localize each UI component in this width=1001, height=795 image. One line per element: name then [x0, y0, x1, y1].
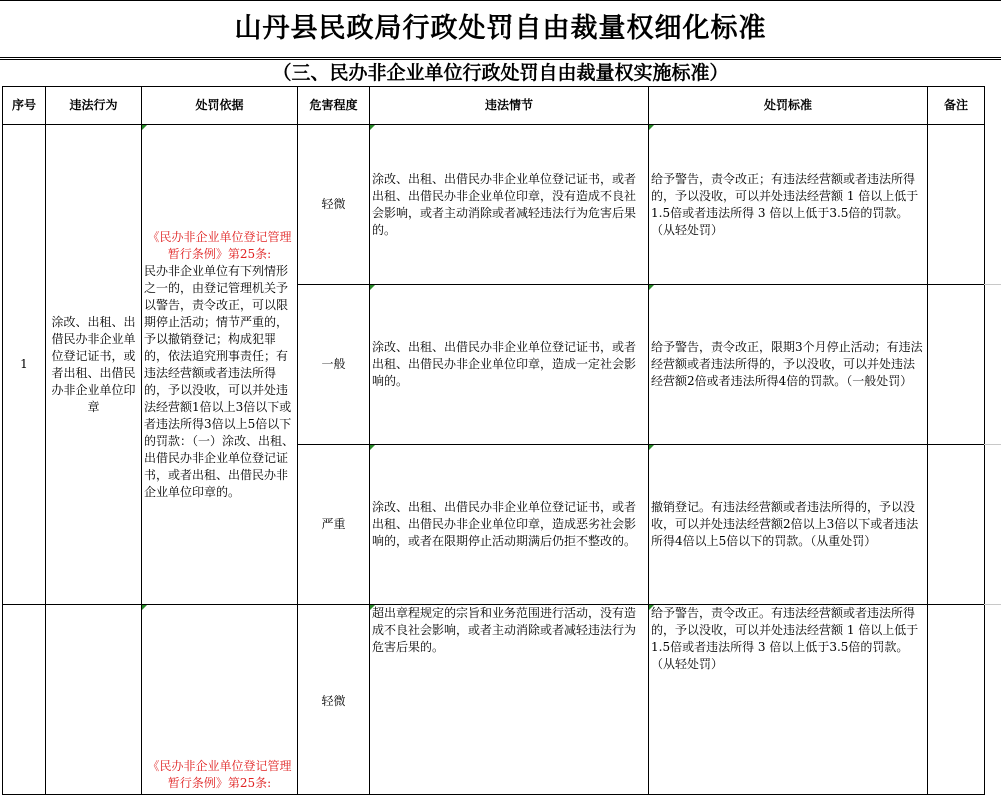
remark-cell: [928, 445, 985, 605]
remark-cell: [928, 605, 985, 795]
standard-cell: 给予警告，责令改正。有违法经营额或者违法所得的，予以没收，可以并处违法经营额 1 倍以上低于1.5倍或者违法所得 3 倍以上低于3.5倍的罚款。（从轻处罚）: [649, 605, 928, 795]
circumstance-cell: 涂改、出租、出借民办非企业单位登记证书，或者出租、出借民办非企业单位印章，没有造成不良社会影响，或者主动消除或者减轻违法行为危害后果的。: [370, 125, 649, 285]
violation-act-cell: [46, 605, 142, 795]
standard-cell: 给予警告，责令改正，限期3个月停止活动；有违法经营额或者违法所得的，予以没收，可以并处违法经营额2倍或者违法所得4倍的罚款。（一般处罚）: [649, 285, 928, 445]
table-row: [3, 605, 985, 795]
gridline: [984, 444, 1001, 445]
page-subtitle: （三、民办非企业单位行政处罚自由裁量权实施标准）: [0, 59, 1001, 87]
circumstance-cell: 超出章程规定的宗旨和业务范围进行活动，没有造成不良社会影响，或者主动消除或者减轻违法行为危害后果的。: [370, 605, 649, 795]
regulation-text: 民办非企业单位有下列情形之一的，由登记管理机关予以警告，责令改正，可以限期停止活动；情节严重的，予以撤销登记；构成犯罪的，依法追究刑事责任；有违法经营额或者违法所得的，予以没收，可以并处违法经营额1倍以上3倍以下或者违法所得3倍以上5倍以下的罚款：（一）涂改、出租、出借民办非企业单位登记证书，或者出租、出借民办非企业单位印章的。: [144, 263, 295, 499]
table-row: [3, 125, 985, 285]
table-header-row: [3, 87, 985, 125]
penalty-basis-content: [142, 229, 297, 501]
remark-cell: [928, 125, 985, 285]
header-standard: 处罚标准: [649, 87, 928, 125]
circumstance-cell: 涂改、出租、出借民办非企业单位登记证书，或者出租、出借民办非企业单位印章，造成一定社会影响的。: [370, 285, 649, 445]
standard-cell: 给予警告，责令改正；有违法经营额或者违法所得的，予以没收，可以并处违法经营额 1 倍以上低于1.5倍或者违法所得 3 倍以上低于3.5倍的罚款。（从轻处罚）: [649, 125, 928, 285]
circumstance-cell: 涂改、出租、出借民办非企业单位登记证书，或者出租、出借民办非企业单位印章，造成恶劣社会影响的，或者在限期停止活动期满后仍拒不整改的。: [370, 445, 649, 605]
penalty-basis-cell: [142, 605, 298, 795]
regulation-reference: 《民办非企业单位登记管理暂行条例》第25条:: [147, 759, 292, 790]
header-remark: 备注: [928, 87, 985, 125]
harm-level-cell: 轻微: [298, 125, 370, 285]
regulation-reference: 《民办非企业单位登记管理暂行条例》第25条:: [147, 229, 292, 261]
penalty-basis-cell: [142, 125, 298, 605]
harm-level-cell: 一般: [298, 285, 370, 445]
discretion-standard-table: [2, 86, 985, 795]
penalty-basis-content: [142, 758, 297, 794]
remark-cell: [928, 285, 985, 445]
item-no-cell: 1: [3, 125, 46, 605]
standard-cell: 撤销登记。有违法经营额或者违法所得的，予以没收，可以并处违法经营额2倍以上3倍以下或者违法所得4倍以上5倍以下的罚款。（从重处罚）: [649, 445, 928, 605]
item-no-cell: [3, 605, 46, 795]
header-no: 序号: [3, 87, 46, 125]
header-harm: 危害程度: [298, 87, 370, 125]
header-basis: 处罚依据: [142, 87, 298, 125]
header-circumstance: 违法情节: [370, 87, 649, 125]
violation-act-cell: 涂改、出租、出借民办非企业单位登记证书，或者出租、出借民办非企业单位印章: [46, 125, 142, 605]
gridline: [984, 604, 1001, 605]
header-act: 违法行为: [46, 87, 142, 125]
gridline: [984, 284, 1001, 285]
page-title: 山丹县民政局行政处罚自由裁量权细化标准: [0, 0, 1001, 58]
harm-level-cell: 严重: [298, 445, 370, 605]
harm-level-cell: 轻微: [298, 605, 370, 795]
